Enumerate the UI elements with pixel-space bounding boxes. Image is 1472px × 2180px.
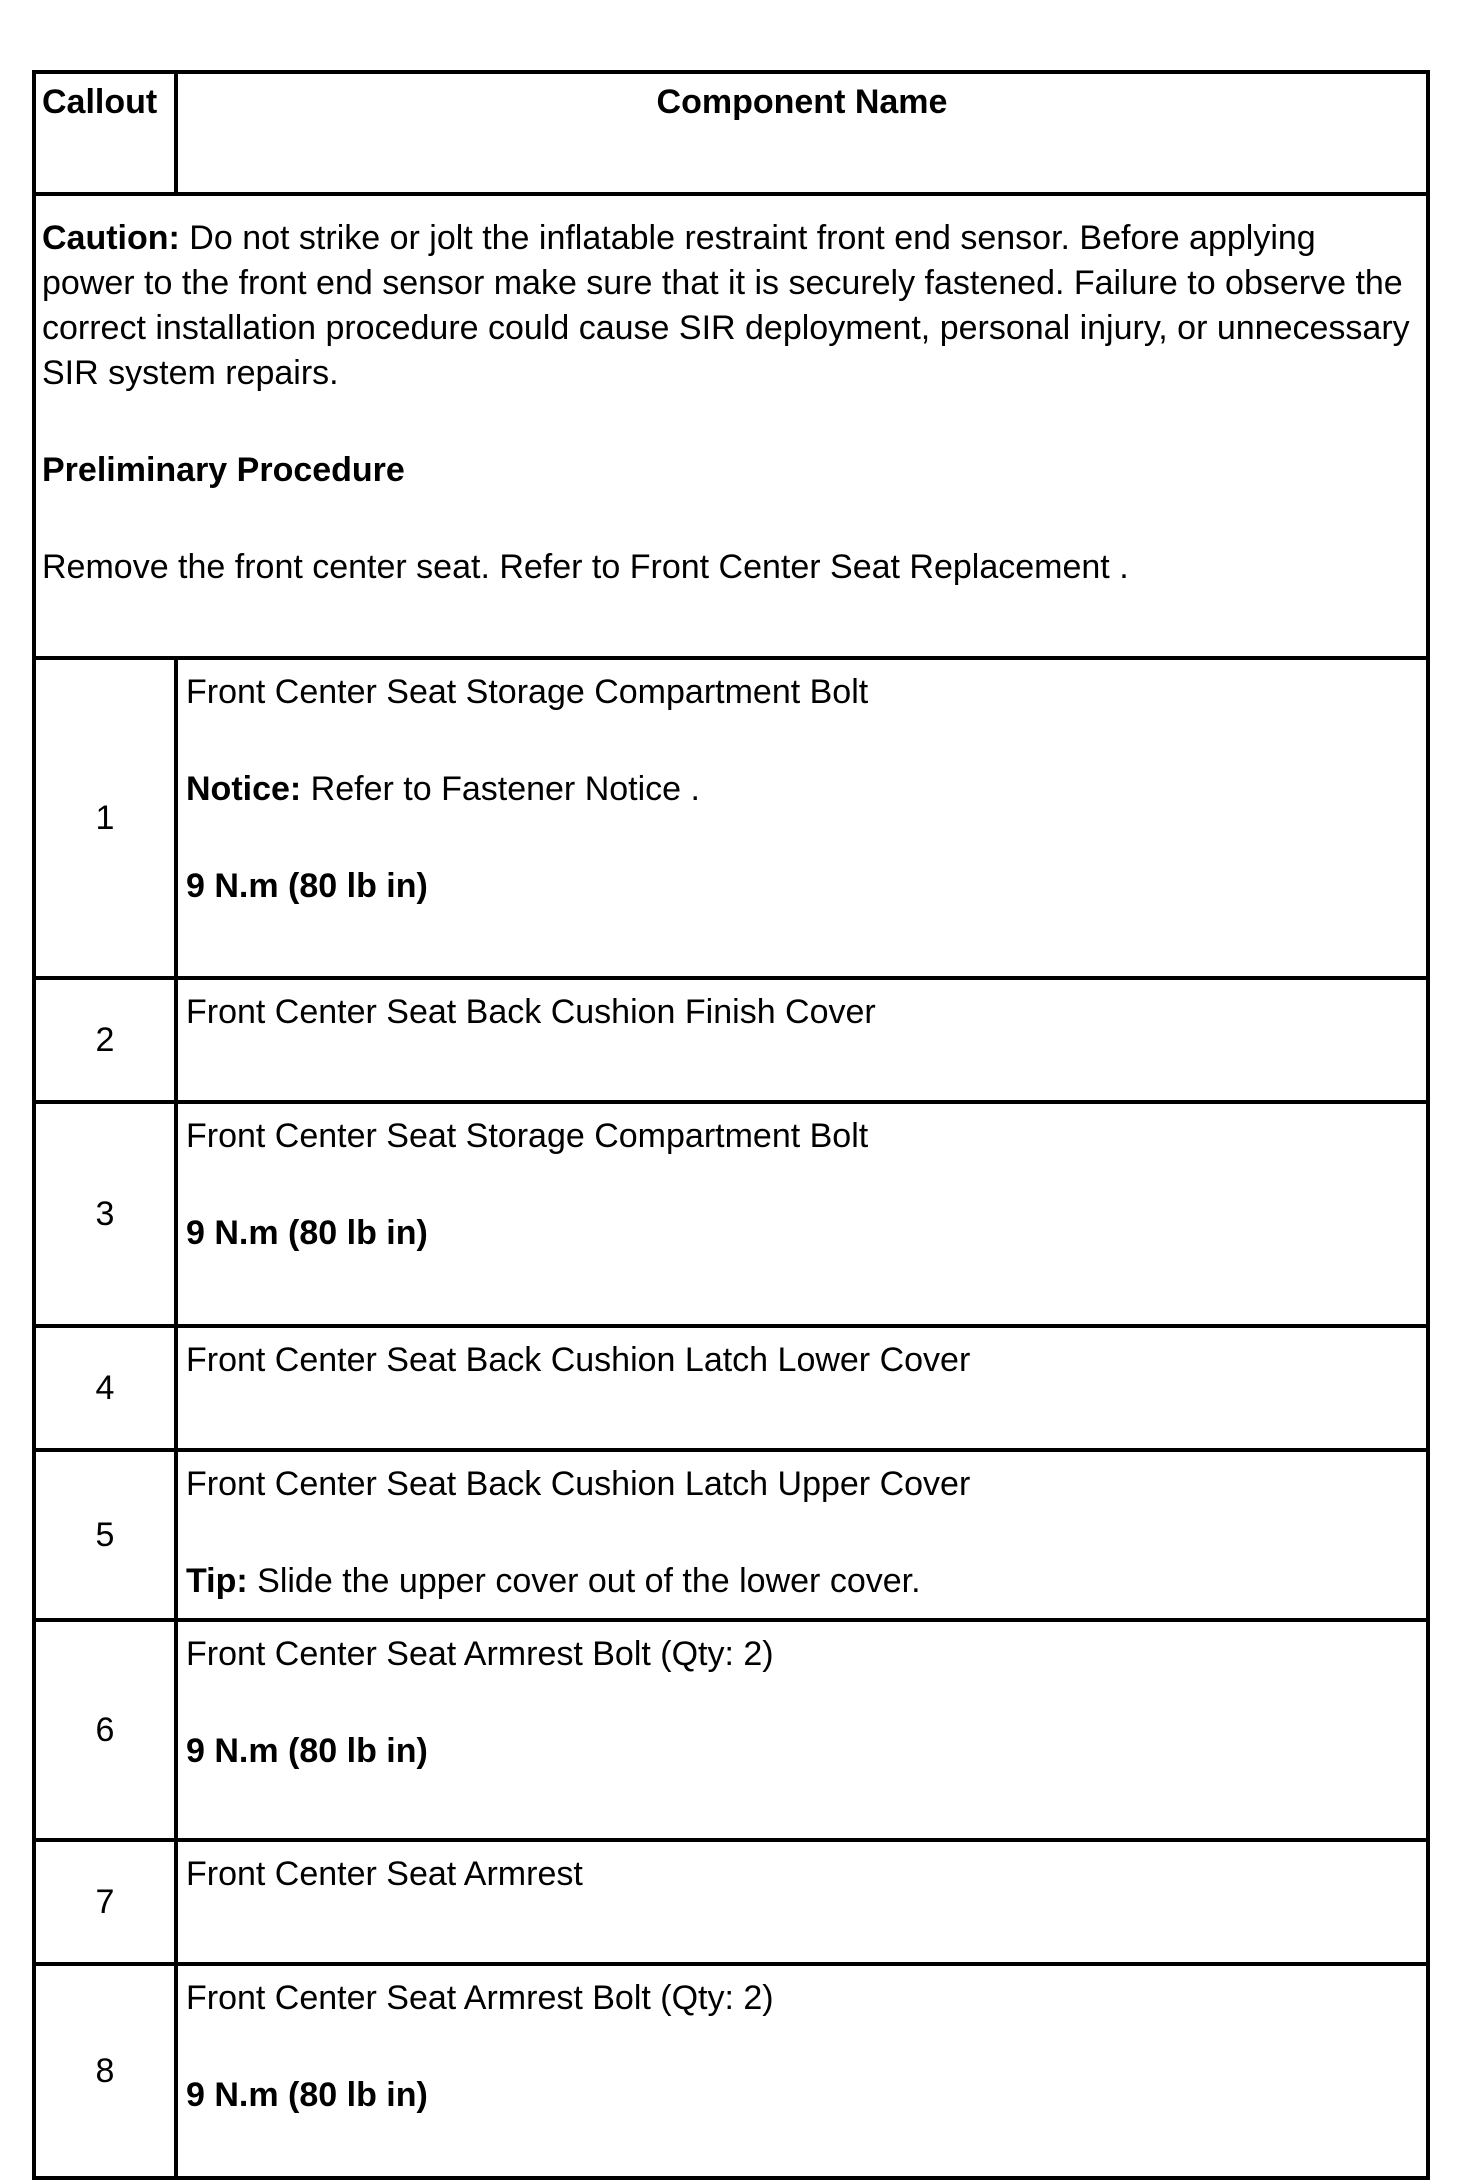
- table-row: [34, 1840, 1428, 1964]
- tip-paragraph: [186, 1559, 1426, 1604]
- torque-spec: 9 N.m (80 lb in): [186, 1214, 428, 1252]
- callout-column-header: Callout: [34, 72, 176, 194]
- callout-number: 3: [34, 1102, 176, 1326]
- table-row: [34, 1326, 1428, 1450]
- component-name: Front Center Seat Armrest: [186, 1855, 583, 1893]
- component-cell: [176, 1326, 1428, 1450]
- component-cell: [176, 658, 1428, 978]
- component-cell: [176, 1450, 1428, 1620]
- component-name-column-header: Component Name: [176, 72, 1428, 194]
- callout-number: 8: [34, 1964, 176, 2178]
- preliminary-text: Remove the front center seat. Refer to Front Center Seat Replacement .: [42, 548, 1129, 586]
- component-name: Front Center Seat Armrest Bolt (Qty: 2): [186, 1635, 774, 1673]
- table-row: [34, 1450, 1428, 1620]
- component-name: Front Center Seat Back Cushion Latch Lower Cover: [186, 1341, 971, 1379]
- component-name: Front Center Seat Storage Compartment Bolt: [186, 1117, 869, 1155]
- tip-label: Tip:: [186, 1562, 248, 1600]
- component-cell: [176, 1620, 1428, 1840]
- callout-number: 7: [34, 1840, 176, 1964]
- component-name: Front Center Seat Storage Compartment Bolt: [186, 673, 869, 711]
- component-cell: [176, 1964, 1428, 2178]
- notice-text: Refer to Fastener Notice .: [301, 770, 700, 808]
- callout-number: 2: [34, 978, 176, 1102]
- component-cell: [176, 978, 1428, 1102]
- caution-text: Do not strike or jolt the inflatable restraint front end sensor. Before applying power to the front end sensor make sure that it is securely fastened. Failure to observe the correct installation procedure could cause SIR deployment, personal injury, or unnecessary SIR system repairs.: [42, 219, 1410, 392]
- torque-spec: 9 N.m (80 lb in): [186, 867, 428, 905]
- callout-number: 1: [34, 658, 176, 978]
- component-cell: [176, 1840, 1428, 1964]
- callout-number: 6: [34, 1620, 176, 1840]
- callout-number: 4: [34, 1326, 176, 1450]
- table-header-row: [34, 72, 1428, 194]
- table-row: [34, 978, 1428, 1102]
- component-table: [32, 70, 1430, 2180]
- notice-label: Notice:: [186, 770, 302, 808]
- notice-paragraph: [186, 767, 1426, 812]
- caution-label: Caution:: [42, 219, 180, 257]
- tip-text: Slide the upper cover out of the lower cover.: [247, 1562, 921, 1600]
- component-name: Front Center Seat Armrest Bolt (Qty: 2): [186, 1979, 774, 2017]
- torque-spec: 9 N.m (80 lb in): [186, 1732, 428, 1770]
- component-name: Front Center Seat Back Cushion Finish Cover: [186, 993, 876, 1031]
- preliminary-heading: Preliminary Procedure: [42, 451, 405, 489]
- table-row: [34, 1102, 1428, 1326]
- torque-spec: 9 N.m (80 lb in): [186, 2076, 428, 2114]
- component-cell: [176, 1102, 1428, 1326]
- intro-row: [34, 194, 1428, 658]
- callout-number: 5: [34, 1450, 176, 1620]
- table-row: [34, 1620, 1428, 1840]
- intro-cell: [34, 194, 1428, 658]
- table-row: [34, 1964, 1428, 2178]
- caution-paragraph: [42, 216, 1412, 396]
- component-name: Front Center Seat Back Cushion Latch Upper Cover: [186, 1465, 971, 1503]
- table-row: [34, 658, 1428, 978]
